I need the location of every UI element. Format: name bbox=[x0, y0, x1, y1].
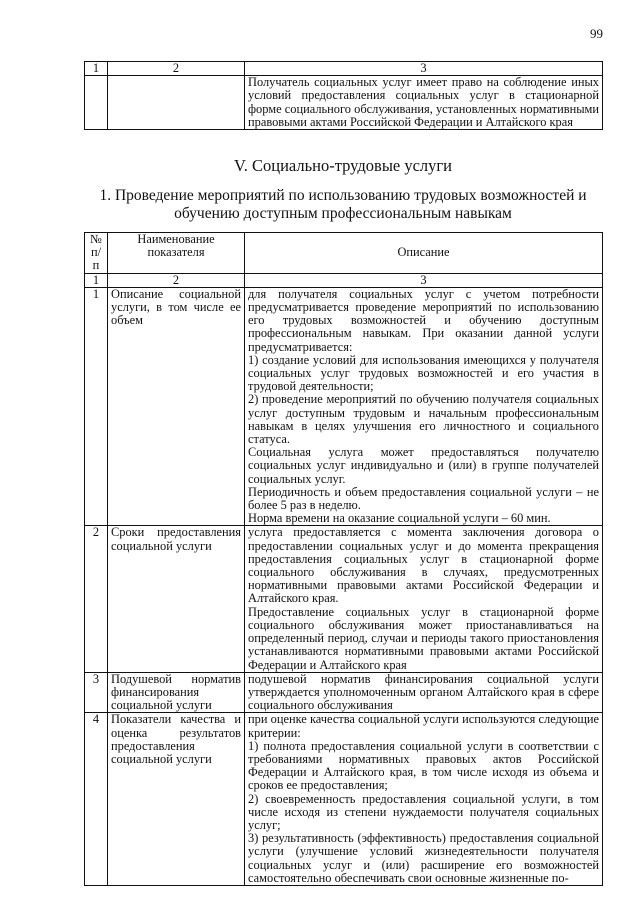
col-num-2: 2 bbox=[108, 62, 245, 76]
description-paragraph: 2) своевременность предоставления социальной услуги, в том числе исходя из степени нуждаемости получателя социальных услуг; bbox=[248, 791, 599, 832]
description-paragraph: 1) полнота предоставления социальной услуги в соответствии с требованиями нормативных правовых актов Российской Федерации и Алтайского края, в том числе исходя из объема и сроков ее предоставления; bbox=[248, 738, 599, 793]
continuation-table bbox=[84, 61, 603, 130]
service-table bbox=[84, 232, 603, 886]
header-description: Описание bbox=[245, 233, 603, 274]
description-cell bbox=[245, 526, 603, 672]
header-num: № п/п bbox=[85, 233, 108, 274]
header-row bbox=[85, 233, 603, 274]
row-number: 1 bbox=[85, 287, 108, 526]
description-paragraph: 3) результативность (эффективность) предоставления социальной услуги (улучшение условий жизнедеятельности получателя социальных услуг и (или) расширение его возможностей самостоятельно обеспечивать свои основные жизненные по- bbox=[248, 831, 599, 885]
col-num-3: 3 bbox=[245, 273, 603, 287]
description-paragraph: при оценке качества социальной услуги используются следующие критерии: bbox=[248, 712, 599, 740]
description-paragraph: Норма времени на оказание социальной услуги – 60 мин. bbox=[248, 511, 551, 526]
description-paragraph: подушевой норматив финансирования социальной услуги утверждается уполномоченным органом Алтайского края в сфере социального обслуживания bbox=[248, 671, 599, 713]
table-row bbox=[85, 526, 603, 672]
column-number-row bbox=[85, 273, 603, 287]
description-paragraph: Предоставление социальных услуг в стационарной форме социального обслуживания может приостанавливаться на определенный период, случаи и периоды такого приостановления устанавливаются нормативными правовыми актами Российской Федерации и Алтайского края bbox=[248, 604, 599, 672]
table-row bbox=[85, 287, 603, 526]
table-row bbox=[85, 76, 603, 130]
subsection-title: 1. Проведение мероприятий по использованию трудовых возможностей и обучению доступным профессиональным навыкам bbox=[99, 187, 587, 222]
section-title: V. Социально-трудовые услуги bbox=[233, 156, 453, 175]
page-number: 99 bbox=[590, 26, 603, 41]
description-paragraph: 2) проведение мероприятий по обучению получателя социальных услуг доступным трудовым и начальным профессиональным навыкам в целях улучшения его личностного и социального статуса. bbox=[248, 392, 599, 447]
empty-cell bbox=[108, 76, 245, 130]
indicator-name: Подушевой норматив финансирования социальной услуги bbox=[108, 672, 245, 713]
col-num-2: 2 bbox=[108, 273, 245, 287]
indicator-name: Сроки предоставления социальной услуги bbox=[108, 526, 245, 672]
description-paragraph: 1) создание условий для использования имеющихся у получателя социальных услуг трудовых возможностей и его участия в трудовой деятельности; bbox=[248, 352, 599, 394]
table-row bbox=[85, 672, 603, 713]
column-number-row bbox=[85, 62, 603, 76]
header-name: Наименование показателя bbox=[108, 233, 245, 274]
description-paragraph: Социальная услуга может предоставляться получателю социальных услуг индивидуально и (или) в группе получателей социальных услуг. bbox=[248, 445, 599, 486]
description-paragraph: услуга предоставляется с момента заключения договора о предоставлении социальных услуг и до момента прекращения предоставления социальных услуг в стационарной форме социального обслуживания в случаях, предусмотренных нормативными правовыми актами Российской Федерации и Алтайского края. bbox=[248, 525, 599, 606]
col-num-1: 1 bbox=[85, 273, 108, 287]
description-cell: Получатель социальных услуг имеет право на соблюдение иных условий предоставления социальных услуг в стационарной форме социального обслуживания, установленных нормативными правовыми актами Российской Федерации и Алтайского края bbox=[245, 76, 603, 130]
description-cell bbox=[245, 713, 603, 886]
description-cell bbox=[245, 287, 603, 526]
row-number: 3 bbox=[85, 672, 108, 713]
description-cell bbox=[245, 672, 603, 713]
description-paragraph: Периодичность и объем предоставления социальной услуги – не более 5 раз в неделю. bbox=[248, 484, 599, 513]
table-row bbox=[85, 713, 603, 886]
description-paragraph: для получателя социальных услуг с учетом потребности предусматривается проведение мероприятий по использованию его трудовых возможностей и обучению доступным профессиональным навыкам. При оказании данной услуги предусматривается: bbox=[248, 286, 599, 354]
row-number: 4 bbox=[85, 713, 108, 886]
row-number: 2 bbox=[85, 526, 108, 672]
col-num-3: 3 bbox=[245, 62, 603, 76]
indicator-name: Показатели качества и оценка результатов предоставления социальной услуги bbox=[108, 713, 245, 886]
col-num-1: 1 bbox=[85, 62, 108, 76]
indicator-name: Описание социальной услуги, в том числе ее объем bbox=[108, 287, 245, 526]
empty-cell bbox=[85, 76, 108, 130]
